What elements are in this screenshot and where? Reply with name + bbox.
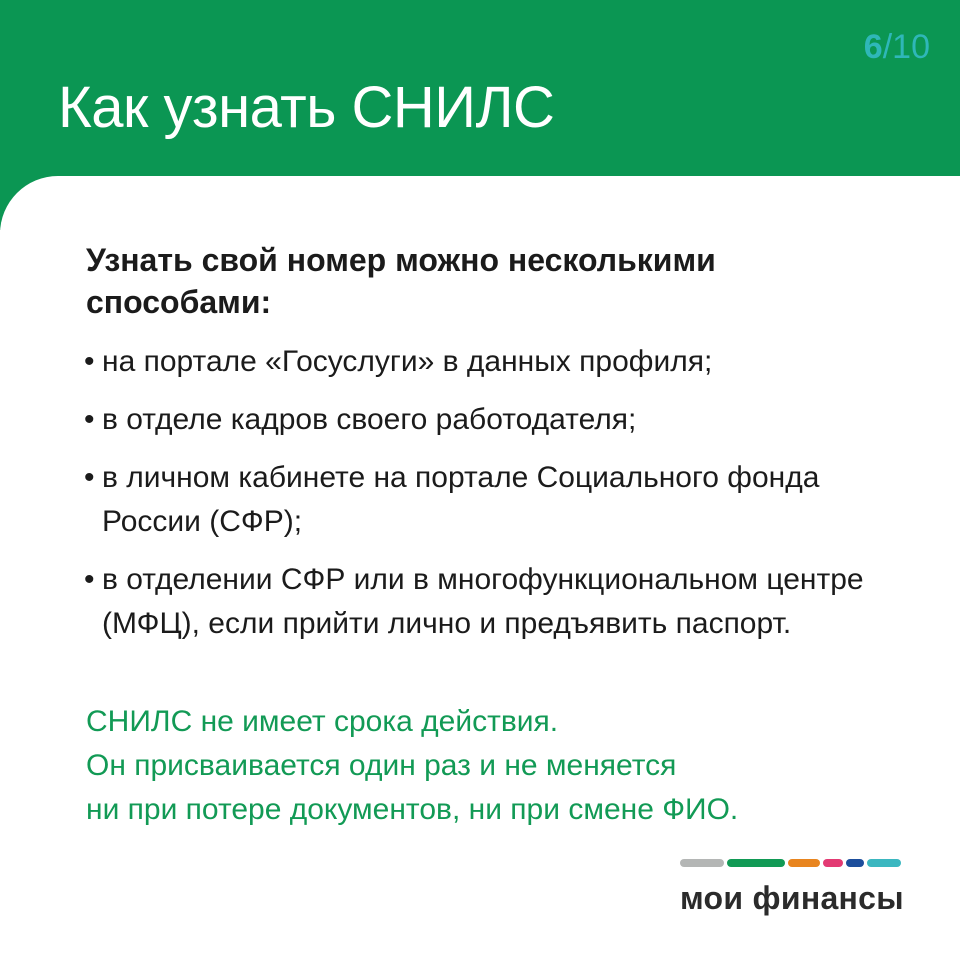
note-line: СНИЛС не имеет срока действия. [86,705,559,738]
lead-text: Узнать свой номер можно несколькими способами: [86,242,716,320]
page-separator: / [882,28,893,66]
list-item [84,456,914,544]
brand-stripe-segment [823,859,843,867]
ways-list [84,340,914,660]
brand-stripe-segment [680,859,724,867]
list-item-text: в отделении СФР или в многофункциональном центре (МФЦ), если прийти лично и предъявить паспорт. [102,563,864,640]
list-item-text: на портале «Госуслуги» в данных профиля; [102,345,713,378]
brand-stripe-segment [727,859,785,867]
page-counter [864,28,930,66]
note-line: Он присваивается один раз и не меняется [86,749,677,782]
brand-stripe-segment [846,859,864,867]
brand-stripe-segment [788,859,820,867]
bullet-icon: • [84,461,95,494]
page-total: 10 [892,28,930,66]
list-item-text: в отделе кадров своего работодателя; [102,403,637,436]
note-line: ни при потере документов, ни при смене ФИО. [86,793,739,826]
page-current: 6 [863,28,883,66]
list-item-text: в личном кабинете на портале Социального фонда России (СФР); [102,461,820,538]
bullet-icon: • [84,345,95,378]
page-title: Как узнать СНИЛС [58,75,555,140]
brand-stripe [680,859,901,867]
bullet-icon: • [84,563,95,596]
list-item [84,340,914,384]
bullet-icon: • [84,403,95,436]
list-item [84,398,914,442]
brand-stripe-segment [867,859,901,867]
list-item [84,558,914,646]
highlight-note [86,700,916,832]
brand-logo-text: мои финансы [680,880,904,916]
